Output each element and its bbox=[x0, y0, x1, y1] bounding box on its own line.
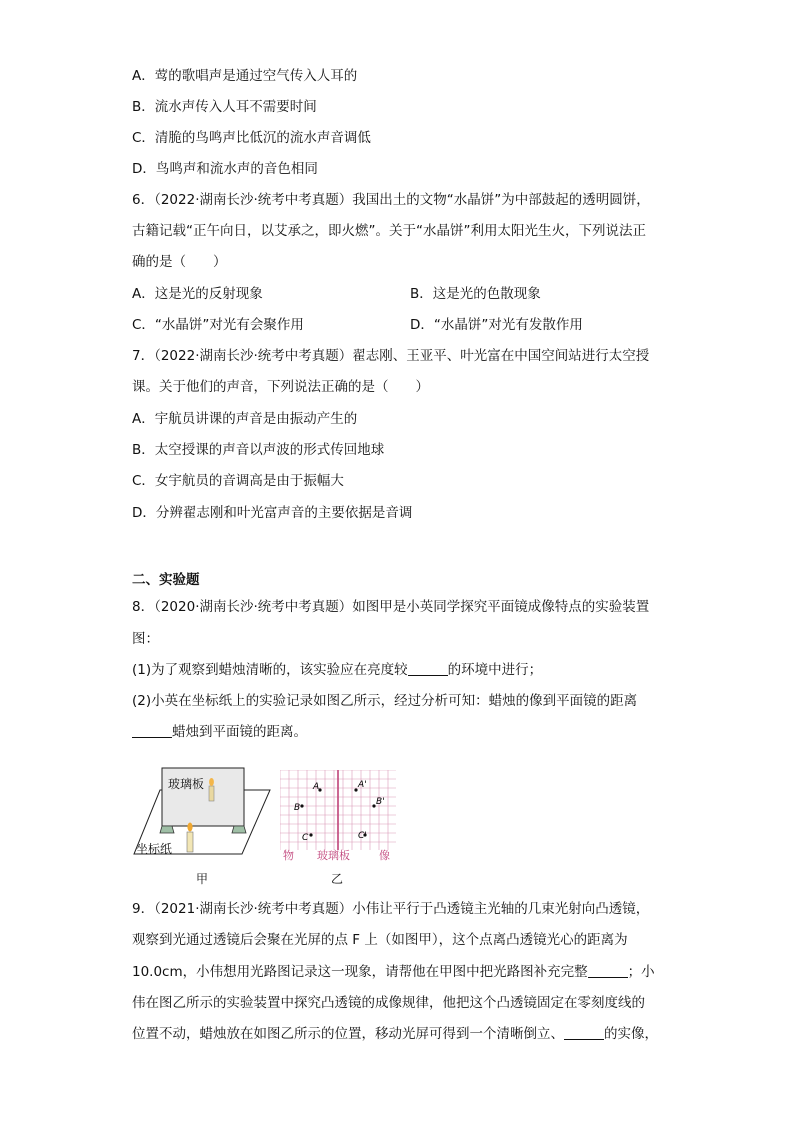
label-glass-plate: 玻璃板 bbox=[317, 849, 350, 862]
q8-part1 bbox=[132, 660, 542, 680]
label-a-prime: A' bbox=[358, 780, 367, 790]
q8-part1-text-after: 的环境中进行； bbox=[447, 662, 543, 678]
q8-part2-line2 bbox=[132, 722, 307, 742]
q9-stem-line1: 9．（2021·湖南长沙·统考中考真题）小伟让平行于凸透镜主光轴的几束光射向凸透镜， bbox=[132, 901, 650, 917]
q9-stem-line5 bbox=[132, 1024, 658, 1044]
q6-option-d: D．“水晶饼”对光有发散作用 bbox=[410, 317, 583, 333]
label-c: C bbox=[302, 833, 309, 843]
q7-stem-line2: 课。关于他们的声音，下列说法正确的是（ ） bbox=[132, 379, 429, 395]
answer-blank[interactable] bbox=[132, 723, 172, 738]
q8-stem-line2: 图： bbox=[132, 631, 159, 647]
label-b: B bbox=[294, 803, 301, 813]
label-c-prime: C' bbox=[358, 831, 367, 841]
point-c bbox=[309, 833, 312, 836]
q7-option-b: B．太空授课的声音以声波的形式传回地球 bbox=[132, 442, 385, 458]
q6-option-c: C．“水晶饼”对光有会聚作用 bbox=[132, 317, 304, 333]
answer-blank[interactable] bbox=[408, 661, 448, 676]
q5-option-c: C．清脆的鸟鸣声比低沉的流水声音调低 bbox=[132, 130, 371, 146]
candle-image-flame bbox=[209, 778, 214, 786]
q8-part1-text-before: (1)为了观察到蜡烛清晰的，该实验应在亮度较 bbox=[132, 662, 408, 678]
coordinate-paper-label: 坐标纸 bbox=[136, 842, 173, 856]
q8-part2-line1: (2)小英在坐标纸上的实验记录如图乙所示，经过分析可知：蜡烛的像到平面镜的距离 bbox=[132, 693, 638, 709]
q5-option-d: D．鸟鸣声和流水声的音色相同 bbox=[132, 161, 318, 177]
q6-stem-line3: 确的是（ ） bbox=[132, 254, 227, 270]
q9-stem-line4: 伟在图乙所示的实验装置中探究凸透镜的成像规律，他把这个凸透镜固定在零刻度线的 bbox=[132, 995, 645, 1011]
q9-stem-line2: 观察到光通过透镜后会聚在光屏的点 F 上（如图甲），这个点离凸透镜光心的距离为 bbox=[132, 932, 628, 948]
section-heading: 二、实验题 bbox=[132, 572, 200, 588]
label-image: 像 bbox=[379, 849, 390, 862]
glass-stand-left bbox=[160, 826, 174, 833]
q6-option-a: A．这是光的反射现象 bbox=[132, 286, 263, 302]
q8-part2-text-after: 蜡烛到平面镜的距离。 bbox=[172, 724, 307, 740]
q6-stem-line2: 古籍记载“正午向日，以艾承之，即火燃”。关于“水晶饼”利用太阳光生火，下列说法正 bbox=[132, 223, 646, 239]
q9-line5-text-before: 位置不动，蜡烛放在如图乙所示的位置，移动光屏可得到一个清晰倒立、 bbox=[132, 1026, 564, 1042]
candle-image-shape bbox=[209, 786, 214, 801]
answer-blank[interactable] bbox=[564, 1025, 604, 1040]
q5-option-a: A．莺的歌唱声是通过空气传入人耳的 bbox=[132, 68, 358, 84]
figure-jia-plane-mirror-setup bbox=[132, 766, 272, 858]
q9-line3-text-after: ；小 bbox=[627, 964, 655, 980]
q7-option-a: A．宇航员讲课的声音是由振动产生的 bbox=[132, 411, 358, 427]
q7-option-c: C．女宇航员的音调高是由于振幅大 bbox=[132, 473, 344, 489]
q9-line5-text-after: 的实像， bbox=[604, 1026, 658, 1042]
label-object: 物 bbox=[283, 849, 294, 862]
candle-flame bbox=[187, 823, 192, 832]
q7-stem-line1: 7．（2022·湖南长沙·统考中考真题）翟志刚、王亚平、叶光富在中国空间站进行太空授 bbox=[132, 348, 650, 364]
q6-stem-line1: 6．（2022·湖南长沙·统考中考真题）我国出土的文物“水晶饼”为中部鼓起的透明圆饼， bbox=[132, 192, 650, 208]
figure-jia-caption: 甲 bbox=[196, 872, 209, 886]
figure-yi-caption: 乙 bbox=[331, 872, 344, 886]
q7-option-d: D．分辨翟志刚和叶光富声音的主要依据是音调 bbox=[132, 505, 413, 521]
q9-line3-text-before: 10.0cm，小伟想用光路图记录这一现象，请帮他在甲图中把光路图补充完整 bbox=[132, 964, 588, 980]
figure-yi-grid-record bbox=[280, 770, 396, 862]
q6-option-b: B．这是光的色散现象 bbox=[410, 286, 541, 302]
answer-blank[interactable] bbox=[588, 963, 628, 978]
point-b bbox=[300, 804, 303, 807]
candle-shape bbox=[187, 832, 193, 852]
glass-stand-right bbox=[232, 826, 246, 833]
label-a: A bbox=[313, 782, 320, 792]
label-b-prime: B' bbox=[376, 797, 385, 807]
q9-stem-line3 bbox=[132, 962, 655, 982]
q8-stem-line1: 8．（2020·湖南长沙·统考中考真题）如图甲是小英同学探究平面镜成像特点的实验装置 bbox=[132, 599, 650, 615]
q5-option-b: B．流水声传入人耳不需要时间 bbox=[132, 99, 317, 115]
glass-plate-label: 玻璃板 bbox=[168, 777, 205, 791]
